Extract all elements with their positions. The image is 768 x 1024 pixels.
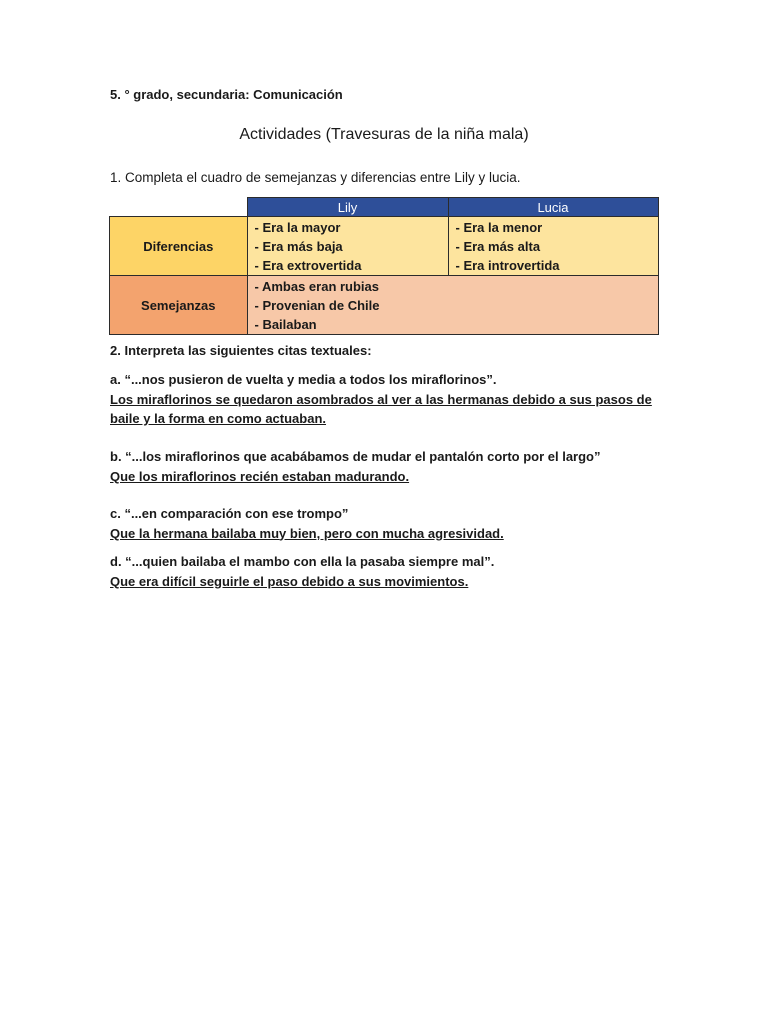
similarities-row bbox=[110, 276, 659, 335]
answer-text: Que los miraflorinos recién estaban madurando. bbox=[110, 468, 410, 484]
column-header-lucia: Lucia bbox=[448, 198, 658, 217]
answer-text: Los miraflorinos se quedaron asombrados al ver a las hermanas debido a sus pasos de bbox=[110, 391, 652, 407]
quote-text: a. “...nos pusieron de vuelta y media a todos los miraflorinos”. bbox=[110, 372, 497, 387]
list-item: - Era la mayor bbox=[254, 220, 341, 235]
column-header-lily: Lily bbox=[247, 198, 448, 217]
quote-text: c. “...en comparación con ese trompo” bbox=[110, 506, 349, 521]
quote-block-b bbox=[110, 447, 600, 486]
list-item: - Era extrovertida bbox=[254, 258, 362, 273]
grade-heading: 5. ° grado, secundaria: Comunicación bbox=[110, 87, 343, 102]
list-item: - Era más baja bbox=[254, 239, 343, 254]
quote-text: b. “...los miraflorinos que acabábamos de mudar el pantalón corto por el largo” bbox=[110, 449, 601, 464]
answer-text: Que era difícil seguirle el paso debido a sus movimientos. bbox=[110, 573, 469, 589]
similarities-cell bbox=[247, 276, 658, 335]
quote-block-a bbox=[110, 370, 652, 429]
lily-differences-cell bbox=[247, 217, 448, 276]
comparison-table bbox=[109, 197, 659, 335]
quote-block-d bbox=[110, 552, 494, 591]
quote-text: d. “...quien bailaba el mambo con ella la pasaba siempre mal”. bbox=[110, 554, 495, 569]
page-title: Actividades (Travesuras de la niña mala) bbox=[239, 126, 529, 143]
list-item: - Provenian de Chile bbox=[254, 298, 380, 313]
table-header-row bbox=[110, 198, 659, 217]
list-item: - Era introvertida bbox=[455, 258, 560, 273]
answer-text: Que la hermana bailaba muy bien, pero con mucha agresividad. bbox=[110, 525, 504, 541]
differences-label: Diferencias bbox=[110, 217, 248, 276]
list-item: - Bailaban bbox=[254, 317, 317, 332]
differences-row bbox=[110, 217, 659, 276]
list-item: - Era la menor bbox=[455, 220, 543, 235]
quote-block-c bbox=[110, 504, 504, 543]
answer-text: baile y la forma en como actuaban. bbox=[110, 411, 327, 426]
similarities-label: Semejanzas bbox=[110, 276, 248, 335]
list-item: - Era más alta bbox=[455, 239, 541, 254]
question-1-prompt: 1. Completa el cuadro de semejanzas y diferencias entre Lily y lucia. bbox=[110, 170, 521, 185]
lucia-differences-cell bbox=[448, 217, 658, 276]
list-item: - Ambas eran rubias bbox=[254, 279, 380, 294]
question-2-prompt: 2. Interpreta las siguientes citas textuales: bbox=[110, 343, 372, 358]
table-corner-cell bbox=[110, 198, 248, 217]
